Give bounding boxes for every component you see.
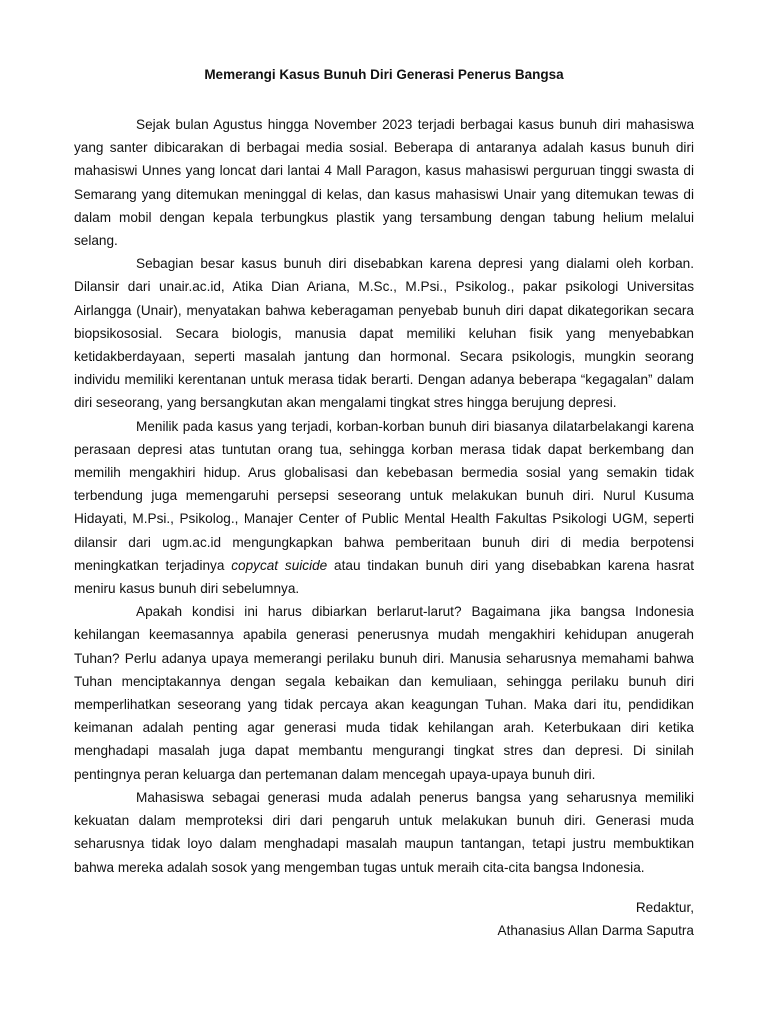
paragraph-3-italic-term: copycat suicide	[231, 557, 328, 573]
paragraph-3	[74, 415, 694, 601]
paragraph-1: Sejak bulan Agustus hingga November 2023 terjadi berbagai kasus bunuh diri mahasiswa yang santer dibicarakan di berbagai media sosial. Beberapa di antaranya adalah kasus bunuh diri mahasiswi Unnes yang loncat dari lantai 4 Mall Paragon, kasus mahasiswi perguruan tinggi swasta di Semarang yang ditemukan meninggal di kelas, dan kasus mahasiswi Unair yang ditemukan tewas di dalam mobil dengan kepala terbungkus plastik yang tersambung dengan tabung helium melalui selang.	[74, 117, 694, 249]
paragraph-2: Sebagian besar kasus bunuh diri disebabkan karena depresi yang dialami oleh korban. Dilansir dari unair.ac.id, Atika Dian Ariana, M.Sc., M.Psi., Psikolog., pakar psikologi Universitas Airlangga (Unair), menyatakan bahwa keberagaman penyebab bunuh diri dapat dikategorikan secara biopsikososial. Secara biologis, manusia dapat memiliki keluhan fisik yang menyebabkan ketidakberdayaan, seperti masalah jantung dan hormonal. Secara psikologis, mungkin seorang individu memiliki kerentanan untuk merasa tidak berarti. Dengan adanya beberapa “kegagalan” dalam diri seseorang, yang bersangkutan akan mengalami tingkat stres hingga berujung depresi.	[74, 256, 694, 411]
signature-block	[74, 896, 694, 942]
paragraph-4: Apakah kondisi ini harus dibiarkan berlarut-larut? Bagaimana jika bangsa Indonesia kehilangan keemasannya apabila generasi penerusnya mudah mengakhiri kehidupan anugerah Tuhan? Perlu adanya upaya memerangi perilaku bunuh diri. Manusia seharusnya memahami bahwa Tuhan menciptakannya dengan segala kebaikan dan kemuliaan, sehingga perilaku bunuh diri memperlihatkan seseorang yang tidak percaya akan keagungan Tuhan. Maka dari itu, pendidikan keimanan adalah penting agar generasi muda tidak kehilangan arah. Keterbukaan diri ketika menghadapi masalah juga dapat membantu mengurangi tingkat stres dan depresi. Di sinilah pentingnya peran keluarga dan pertemanan dalam mencegah upaya-upaya bunuh diri.	[74, 604, 694, 782]
paragraph-5: Mahasiswa sebagai generasi muda adalah penerus bangsa yang seharusnya memiliki kekuatan dalam memproteksi diri dari pengaruh untuk melakukan bunuh diri. Generasi muda seharusnya tidak loyo dalam menghadapi masalah maupun tantangan, tetapi justru membuktikan bahwa mereka adalah sosok yang mengemban tugas untuk meraih cita-cita bangsa Indonesia.	[74, 789, 694, 875]
paragraph-3-text-after: atau tindakan bunuh diri yang disebabkan karena hasrat meniru kasus bunuh diri sebelumnya.	[74, 557, 694, 597]
document-title: Memerangi Kasus Bunuh Diri Generasi Penerus Bangsa	[204, 67, 564, 82]
signature-role: Redaktur,	[635, 900, 694, 915]
signature-name: Athanasius Allan Darma Saputra	[497, 923, 694, 939]
paragraph-3-text-before: Menilik pada kasus yang terjadi, korban-korban bunuh diri biasanya dilatarbelakangi karena perasaan depresi atas tuntutan orang tua, sehingga korban merasa tidak dapat berkembang dan memilih mengakhiri hidup. Arus globalisasi dan kebebasan bermedia sosial yang semakin tidak terbendung juga memengaruhi persepsi seseorang untuk melakukan bunuh diri. Nurul Kusuma Hidayati, M.Psi., Psikolog., Manajer Center of Public Mental Health Fakultas Psikologi UGM, seperti dilansir dari ugm.ac.id mengungkapkan bahwa pemberitaan bunuh diri di media berpotensi meningkatkan terjadinya	[74, 418, 694, 573]
document-body	[74, 113, 694, 879]
